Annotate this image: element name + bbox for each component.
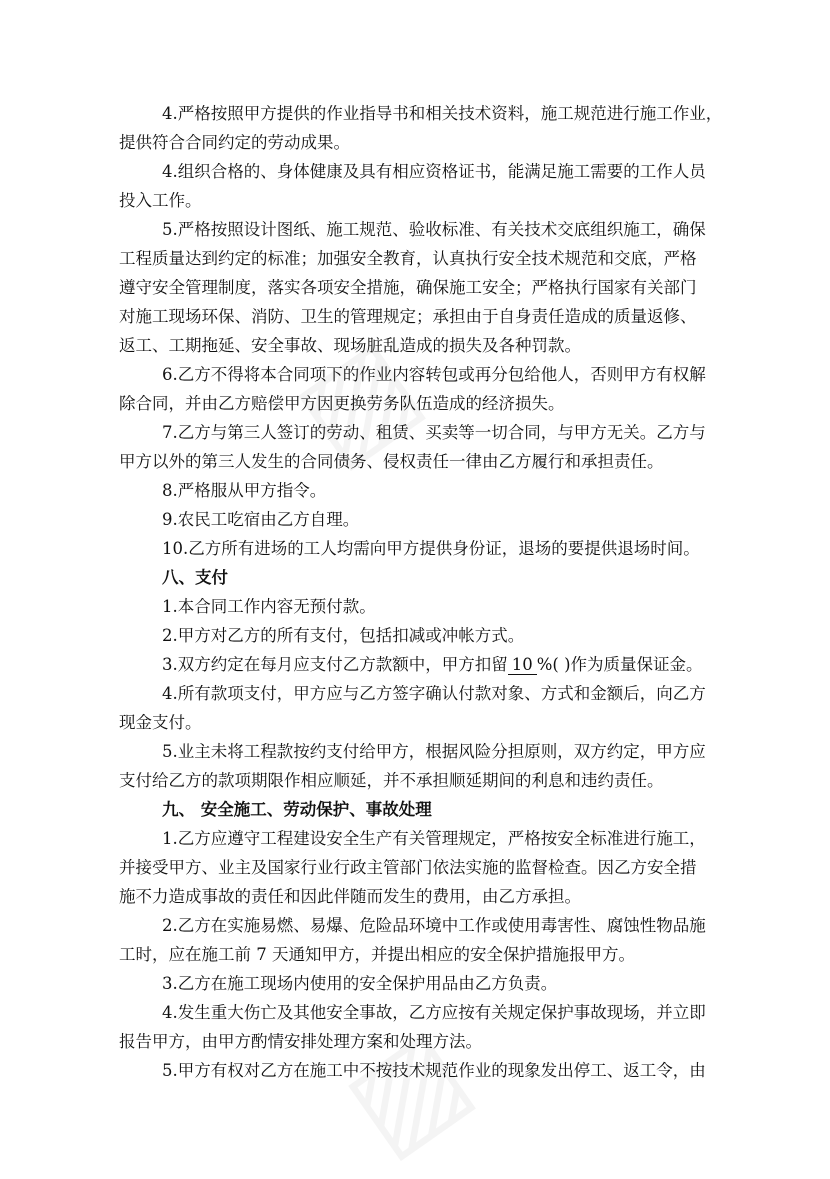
paragraph-line: 4.组织合格的、身体健康及具有相应资格证书，能满足施工需要的工作人员	[162, 162, 706, 181]
paragraph-line: 7.乙方与第三人签订的劳动、租赁、买卖等一切合同，与甲方无关。乙方与	[162, 423, 706, 442]
paragraph-line: 4.严格按照甲方提供的作业指导书和相关技术资料，施工规范进行施工作业，	[162, 104, 723, 123]
paragraph-line: 提供符合合同约定的劳动成果。	[119, 133, 350, 152]
paragraph-line: 8.严格服从甲方指令。	[162, 481, 327, 500]
retention-percent: 10	[508, 656, 537, 675]
paragraph-line: 施不力造成事故的责任和因此伴随而发生的费用，由乙方承担。	[119, 887, 581, 906]
paragraph-line: 支付给乙方的款项期限作相应顺延，并不承担顺延期间的利息和违约责任。	[119, 771, 664, 790]
paragraph-line: 投入工作。	[119, 191, 202, 210]
paragraph-line: 6.乙方不得将本合同项下的作业内容转包或再分包给他人，否则甲方有权解	[162, 365, 706, 384]
paragraph-line: 10.乙方所有进场的工人均需向甲方提供身份证，退场的要提供退场时间。	[162, 539, 700, 558]
clause-text: 3.双方约定在每月应支付乙方款额中，甲方扣留	[162, 655, 508, 674]
paragraph-line: 5.甲方有权对乙方在施工中不按技术规范作业的现象发出停工、返工令，由	[162, 1061, 706, 1080]
paragraph-line: 返工、工期拖延、安全事故、现场脏乱造成的损失及各种罚款。	[119, 336, 581, 355]
paragraph-line: 报告甲方，由甲方酌情安排处理方案和处理方法。	[119, 1032, 482, 1051]
paragraph-line: 5.业主未将工程款按约支付给甲方，根据风险分担原则，双方约定，甲方应	[162, 742, 706, 761]
clause-text: %( )作为质量保证金。	[536, 655, 703, 674]
paragraph-line: 现金支付。	[119, 713, 202, 732]
paragraph-line: 并接受甲方、业主及国家行业行政主管部门依法实施的监督检查。因乙方安全措	[119, 858, 697, 877]
section-heading: 九、 安全施工、劳动保护、事故处理	[162, 800, 432, 819]
paragraph-line: 遵守安全管理制度，落实各项安全措施，确保施工安全；严格执行国家有关部门	[119, 278, 697, 297]
paragraph-line: 甲方以外的第三人发生的合同债务、侵权责任一律由乙方履行和承担责任。	[119, 452, 664, 471]
paragraph-line: 1.本合同工作内容无预付款。	[162, 597, 376, 616]
section-heading: 八、支付	[162, 568, 228, 587]
paragraph-line	[162, 654, 703, 676]
paragraph-line: 2.乙方在实施易燃、易爆、危险品环境中工作或使用毒害性、腐蚀性物品施	[162, 916, 706, 935]
paragraph-line: 2.甲方对乙方的所有支付，包括扣减或冲帐方式。	[162, 626, 525, 645]
paragraph-line: 4.发生重大伤亡及其他安全事故，乙方应按有关规定保护事故现场，并立即	[162, 1003, 706, 1022]
paragraph-line: 除合同，并由乙方赔偿甲方因更换劳务队伍造成的经济损失。	[119, 394, 565, 413]
paragraph-line: 3.乙方在施工现场内使用的安全保护用品由乙方负责。	[162, 974, 558, 993]
paragraph-line: 工程质量达到约定的标准；加强安全教育，认真执行安全技术规范和交底，严格	[119, 249, 697, 268]
paragraph-line: 对施工现场环保、消防、卫生的管理规定；承担由于自身责任造成的质量返修、	[119, 307, 697, 326]
paragraph-line: 工时，应在施工前 7 天通知甲方，并提出相应的安全保护措施报甲方。	[119, 945, 635, 964]
watermark	[320, 1000, 493, 1179]
paragraph-line: 1.乙方应遵守工程建设安全生产有关管理规定，严格按安全标准进行施工，	[162, 829, 706, 848]
paragraph-line: 4.所有款项支付，甲方应与乙方签字确认付款对象、方式和金额后，向乙方	[162, 684, 706, 703]
paragraph-line: 5.严格按照设计图纸、施工规范、验收标准、有关技术交底组织施工，确保	[162, 220, 706, 239]
paragraph-line: 9.农民工吃宿由乙方自理。	[162, 510, 360, 529]
